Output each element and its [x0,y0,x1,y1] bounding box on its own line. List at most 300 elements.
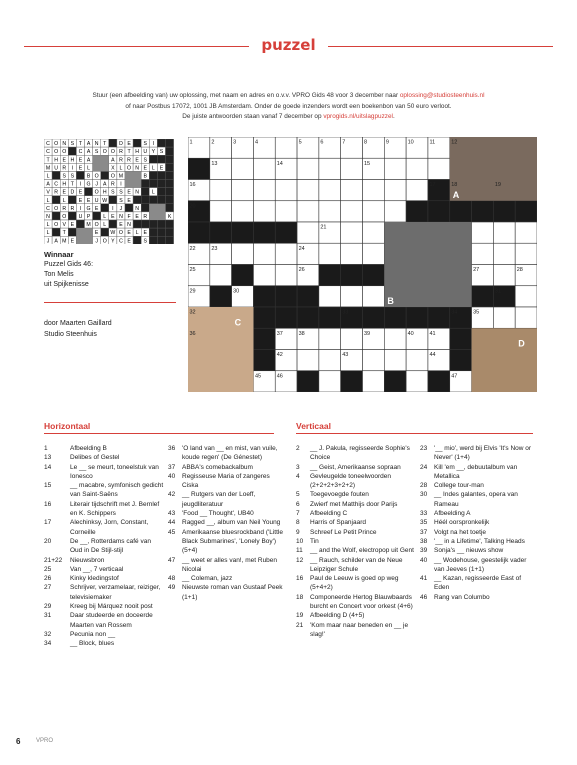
clue-number: 6 [296,500,300,508]
answer-cell[interactable] [319,201,341,222]
prev-letter: L [46,173,50,180]
prev-cell [68,147,76,155]
email-link[interactable]: oplossing@studiosteenhuis.nl [399,92,485,99]
prev-letter: H [54,157,59,164]
answer-cell[interactable] [210,201,232,222]
answer-cell[interactable] [319,286,341,307]
prev-letter: E [78,197,83,204]
answer-cell[interactable] [384,328,406,349]
answer-cell[interactable] [363,222,385,243]
prev-letter: E [78,157,83,164]
clue-item [296,556,416,575]
prev-letter: T [78,141,83,148]
clue-number-label: 24 [298,245,305,252]
answer-cell[interactable] [297,222,319,243]
clue-text: Delibes of Gestel [70,454,120,462]
black-cell [472,286,494,307]
answer-cell[interactable] [319,350,341,371]
answer-cell[interactable] [363,201,385,222]
clue-number-label: 36 [189,330,196,337]
prev-letter: L [103,222,107,229]
prev-letter: H [135,149,140,156]
clue-number-label: 31 [494,288,501,295]
clue-text: __ macabre, symfonisch gedicht van Saint-Saëns [70,482,164,499]
clue-number: 17 [44,519,52,527]
clue-item [168,490,284,509]
prev-letter: T [70,181,74,188]
black-cell [363,265,385,286]
intro-text: De juiste antwoorden staan vanaf 7 december op [182,113,324,120]
answer-cell[interactable] [406,350,428,371]
prev-letter: O [54,205,59,212]
answer-cell[interactable] [275,265,297,286]
clue-number-label: 9 [385,139,389,146]
prev-cell [157,155,165,163]
clue-number-label: 23 [211,245,218,252]
clue-number-label: 30 [233,288,240,295]
prev-letter: C [46,141,50,148]
prev-cell [52,196,60,204]
prev-letter: I [112,205,114,212]
clue-column-h1 [44,444,164,649]
prev-letter: U [78,213,83,220]
clue-number-label: 17 [429,182,436,188]
prev-cell [109,196,117,204]
answer-cell[interactable] [363,180,385,201]
prev-letter: E [86,197,91,204]
prev-letter: W [102,197,108,204]
answer-cell[interactable] [384,158,406,179]
prev-cell [157,188,165,196]
credit-author: door Maarten Gaillard [44,320,112,327]
prev-letter: M [118,173,124,180]
prev-cell [68,228,76,236]
prev-letter: S [119,189,123,196]
prev-letter: A [111,157,115,164]
clue-number: 45 [168,528,176,536]
prev-letter: C [78,149,83,156]
answer-cell[interactable] [472,222,494,243]
answer-cell[interactable] [428,158,450,179]
prev-cell [157,139,165,147]
clue-number: 40 [420,556,428,564]
clue-number: 13 [44,454,52,462]
clue-item [296,444,416,463]
prev-letter: O [94,222,99,229]
clue-item [44,518,164,537]
answer-cell[interactable] [406,158,428,179]
answer-cell[interactable] [232,201,254,222]
clue-item [296,528,416,537]
clue-number-label: 12 [451,139,458,146]
black-cell [341,265,363,286]
clue-item [420,546,536,555]
clue-item [168,583,284,602]
black-cell [297,307,319,328]
answer-cell[interactable] [493,243,515,264]
answer-cell[interactable] [232,243,254,264]
answer-cell[interactable] [341,243,363,264]
answer-cell[interactable] [341,201,363,222]
answer-cell[interactable] [406,180,428,201]
answer-cell[interactable] [275,243,297,264]
clue-number: 21+22 [44,556,63,564]
prev-letter: L [62,197,66,204]
page-number: 6 [16,737,21,746]
answer-cell[interactable] [232,158,254,179]
clue-number-label: 28 [516,267,523,273]
answer-cell[interactable] [363,243,385,264]
instructions [30,91,547,123]
clue-text: Volgt na het toetje [434,528,487,536]
answer-cell[interactable] [515,243,537,264]
clue-number-label: 29 [189,288,196,295]
prev-letter: I [79,205,82,212]
answer-cell[interactable] [253,201,275,222]
clue-item [44,463,164,482]
answer-cell[interactable] [341,180,363,201]
clue-item [296,500,416,509]
clue-number-label: 16 [189,182,196,188]
prev-letter: L [135,230,139,237]
prev-letter: O [94,189,99,196]
answer-cell[interactable] [384,180,406,201]
clue-text: Schrijver, verzamelaar, reiziger, televisiemaker [70,584,161,601]
clue-item [296,621,416,640]
clue-item [168,528,284,556]
clue-item [296,611,416,620]
clue-number: 5 [296,491,300,499]
prev-cell [109,139,117,147]
clue-text: Literair tijdschrift met J. Bernlef en K. Schippers [70,500,160,518]
answer-cell[interactable] [319,180,341,201]
prev-letter: F [127,213,131,220]
answer-cell[interactable] [210,180,232,201]
prev-letter: O [102,149,107,156]
clue-text: __ Coleman, jazz [182,575,233,583]
clue-item [296,490,416,499]
clue-text: De __, Rotterdams café van Oud in De Stijl-stijl [70,537,151,555]
answer-cell[interactable] [406,371,428,392]
answer-cell[interactable] [319,328,341,349]
prev-cell [85,188,93,196]
clue-text: Kinky kledingstof [70,575,119,583]
answer-cell[interactable] [297,180,319,201]
prev-letter: E [78,165,83,172]
prev-letter: S [70,141,75,148]
prev-letter: T [103,141,107,148]
credits [44,318,112,340]
clue-item [420,444,536,463]
answer-cell[interactable] [341,286,363,307]
clue-number: 33 [420,510,428,518]
prev-cell [141,204,149,212]
answer-cell[interactable] [319,243,341,264]
prev-letter: I [152,141,155,148]
clue-number: 49 [168,584,176,592]
answer-cell[interactable] [341,328,363,349]
answer-cell[interactable] [297,158,319,179]
prev-letter: G [86,205,91,212]
clue-text: Zwierf met Matthijs door Parijs [310,500,398,508]
prev-letter: S [94,149,99,156]
answer-cell[interactable] [319,371,341,392]
clue-number: 28 [420,482,428,490]
intro-line-1 [30,91,547,102]
answer-cell[interactable] [493,222,515,243]
answer-cell[interactable] [341,158,363,179]
prev-cell [149,236,157,244]
prev-letter: U [94,197,99,204]
clue-item [296,472,416,491]
prev-letter: L [87,165,90,172]
clue-number-label: 22 [189,245,196,252]
prev-letter: E [119,222,123,229]
credit-studio: Studio Steenhuis [44,331,97,338]
prev-letter: A [86,157,91,164]
black-cell [406,201,428,222]
intro-line-2: of naar Postbus 17072, 1001 JB Amsterdam. Onder de goede inzenders wordt een boekenbon van 50 euro verloot. [125,102,452,110]
clue-number-label: 14 [276,160,283,167]
prev-letter: E [78,189,83,196]
clue-text: Tin [310,537,319,545]
clue-item [296,518,416,527]
winner-block [44,250,93,290]
clue-item [296,574,416,593]
clue-number: 27 [44,584,52,592]
prev-letter: E [127,189,131,196]
answer-cell[interactable] [515,307,537,328]
prev-letter: E [143,230,147,237]
prev-cell [157,236,165,244]
prev-letter: N [127,222,131,229]
clue-number-label: 4 [254,139,258,146]
prev-letter: R [62,205,67,212]
prev-letter: R [110,181,115,188]
answer-cell[interactable] [493,307,515,328]
prev-letter: V [62,222,66,229]
clue-number: 44 [168,519,176,527]
clue-number-label: 1 [189,139,193,146]
prev-cell [68,196,76,204]
clue-text: Daar studeerde en doceerde Maarten van Rossem [70,612,153,629]
clue-text: Schreef Le Petit Prince [310,528,377,536]
prev-letter: R [119,157,123,164]
prev-letter: R [70,205,75,212]
prev-cell [133,220,141,228]
prev-letter: E [127,197,131,204]
prev-letter: O [54,222,59,229]
prev-letter: R [127,157,131,164]
black-cell [232,222,254,243]
prev-letter: E [62,157,66,164]
prev-cell [52,212,60,220]
prev-cell [166,204,174,212]
prev-letter: N [62,141,67,148]
answer-cell[interactable] [515,286,537,307]
black-cell [275,222,297,243]
verticaal-heading: Verticaal [296,421,331,431]
clue-column-h2 [168,444,284,602]
answer-cell[interactable] [232,180,254,201]
clue-item [420,490,536,509]
answer-cell[interactable] [253,180,275,201]
answer-cell[interactable] [319,158,341,179]
clue-number: 1 [44,445,48,452]
clue-number-label: 11 [429,139,436,146]
clue-text: Alechinksy, Jorn, Constant, Corneille [70,519,149,536]
prev-cell [52,171,60,179]
black-cell [275,307,297,328]
answer-cell[interactable] [297,350,319,371]
clue-number-label: 44 [429,352,436,358]
prev-cell [93,212,101,220]
clue-number-label: 43 [342,352,349,358]
clue-text: __ Block, blues [70,640,115,648]
black-cell [515,201,537,222]
intro-text: Stuur (een afbeelding van) uw oplossing, met naam en adres en o.v.v. VPRO Gids 48 voor 3 december naar [92,92,400,99]
prev-letter: E [70,238,75,244]
answer-cell[interactable] [363,350,385,371]
prev-cell [133,236,141,244]
prev-cell [101,228,109,236]
results-link[interactable]: vprogids.nl/uitslagpuzzel [323,113,393,120]
clue-text: 'Kom maar naar beneden en __ je slag!' [310,621,409,638]
prev-cell [166,228,174,236]
clue-item [168,556,284,575]
prev-cell [157,196,165,204]
clue-photo [450,137,537,201]
black-cell [384,371,406,392]
clue-item [420,593,536,602]
clue-item [44,630,164,639]
clue-number-label: 21 [320,224,327,231]
prev-letter: N [135,205,140,212]
clue-number-label: 42 [276,352,283,358]
answer-cell[interactable] [210,265,232,286]
answer-cell[interactable] [384,350,406,371]
clue-item [296,546,416,555]
answer-cell[interactable] [363,286,385,307]
black-cell [493,201,515,222]
clue-number-label: 20 [189,203,196,210]
divider [44,302,176,303]
black-cell [210,222,232,243]
answer-cell[interactable] [253,158,275,179]
prev-letter: O [127,165,132,172]
answer-cell[interactable] [275,137,297,158]
clue-text: __ Wodehouse, geestelijk vader van Jeeves (1+1) [434,556,527,573]
prev-letter: O [62,149,67,156]
prev-cell [166,171,174,179]
clue-column-v1 [296,444,416,639]
prev-letter: L [46,197,50,204]
clue-number: 23 [420,445,428,452]
black-cell [428,307,450,328]
answer-cell[interactable] [384,201,406,222]
clue-number-label: 5 [298,139,302,146]
intro-text: . [392,113,395,120]
prev-letter: O [110,173,115,180]
clue-photo [384,222,471,307]
crossword-grid[interactable] [188,137,537,392]
prev-letter: T [46,157,50,164]
answer-cell[interactable] [275,201,297,222]
prev-letter: V [46,189,50,196]
clue-text: Toegevoegde fouten [310,491,369,499]
answer-cell[interactable] [253,265,275,286]
prev-letter: A [86,149,91,156]
clue-number-label: 19 [494,182,501,188]
answer-cell[interactable] [493,265,515,286]
answer-cell[interactable] [515,222,537,243]
prev-letter: E [159,165,164,172]
prev-letter: C [54,181,59,188]
prev-cell [149,180,157,188]
prev-letter: E [127,141,131,148]
prev-cell [166,155,174,163]
clue-text: '__ in a Lifetime', Talking Heads [434,537,525,545]
clue-item [44,537,164,556]
clue-number-label: 34 [451,309,458,316]
clue-number: 43 [168,510,176,518]
clue-number: 10 [296,537,304,545]
prev-letter: S [62,173,66,180]
answer-cell[interactable] [341,222,363,243]
black-cell [319,265,341,286]
answer-cell[interactable] [275,180,297,201]
clue-number: 38 [420,537,428,545]
clue-item [420,509,536,518]
clue-number: 9 [296,528,300,536]
clue-item [420,463,536,482]
prev-letter: T [127,149,131,156]
clue-number: 46 [420,593,428,601]
prev-letter: T [62,230,66,237]
clue-number: 8 [296,519,300,527]
prev-letter: U [143,149,148,156]
clue-number: 16 [296,575,304,583]
prev-cell [149,228,157,236]
clue-item [44,453,164,462]
clue-text: 'O land van __ en mist, van vuile, koude regen' (De Génestet) [182,445,278,462]
clue-text: Paul de Leeuw is goed op weg (5+4+2) [310,575,399,592]
answer-cell[interactable] [472,243,494,264]
prev-cell [166,236,174,244]
clue-item [44,574,164,583]
winner-puzzle: Puzzel Gids 46: [44,261,94,268]
prev-letter: W [110,230,116,237]
prev-letter: X [111,165,115,172]
answer-cell[interactable] [253,243,275,264]
black-cell [232,265,254,286]
answer-cell[interactable] [363,371,385,392]
clue-text: 'Food __ Thought', UB40 [182,510,254,518]
verticaal-rule [296,433,533,434]
answer-cell[interactable] [297,201,319,222]
prev-cell [133,139,141,147]
prev-letter: O [118,230,123,237]
clue-number-label: 32 [189,309,196,316]
prev-letter: J [95,238,98,244]
prev-letter: O [54,149,59,156]
clue-item [420,518,536,527]
prev-letter: N [94,141,99,148]
clue-number-label: 40 [407,330,414,337]
clue-number: 32 [44,630,52,638]
clue-number-label: 27 [473,267,480,273]
clue-number-label: 7 [342,139,346,146]
